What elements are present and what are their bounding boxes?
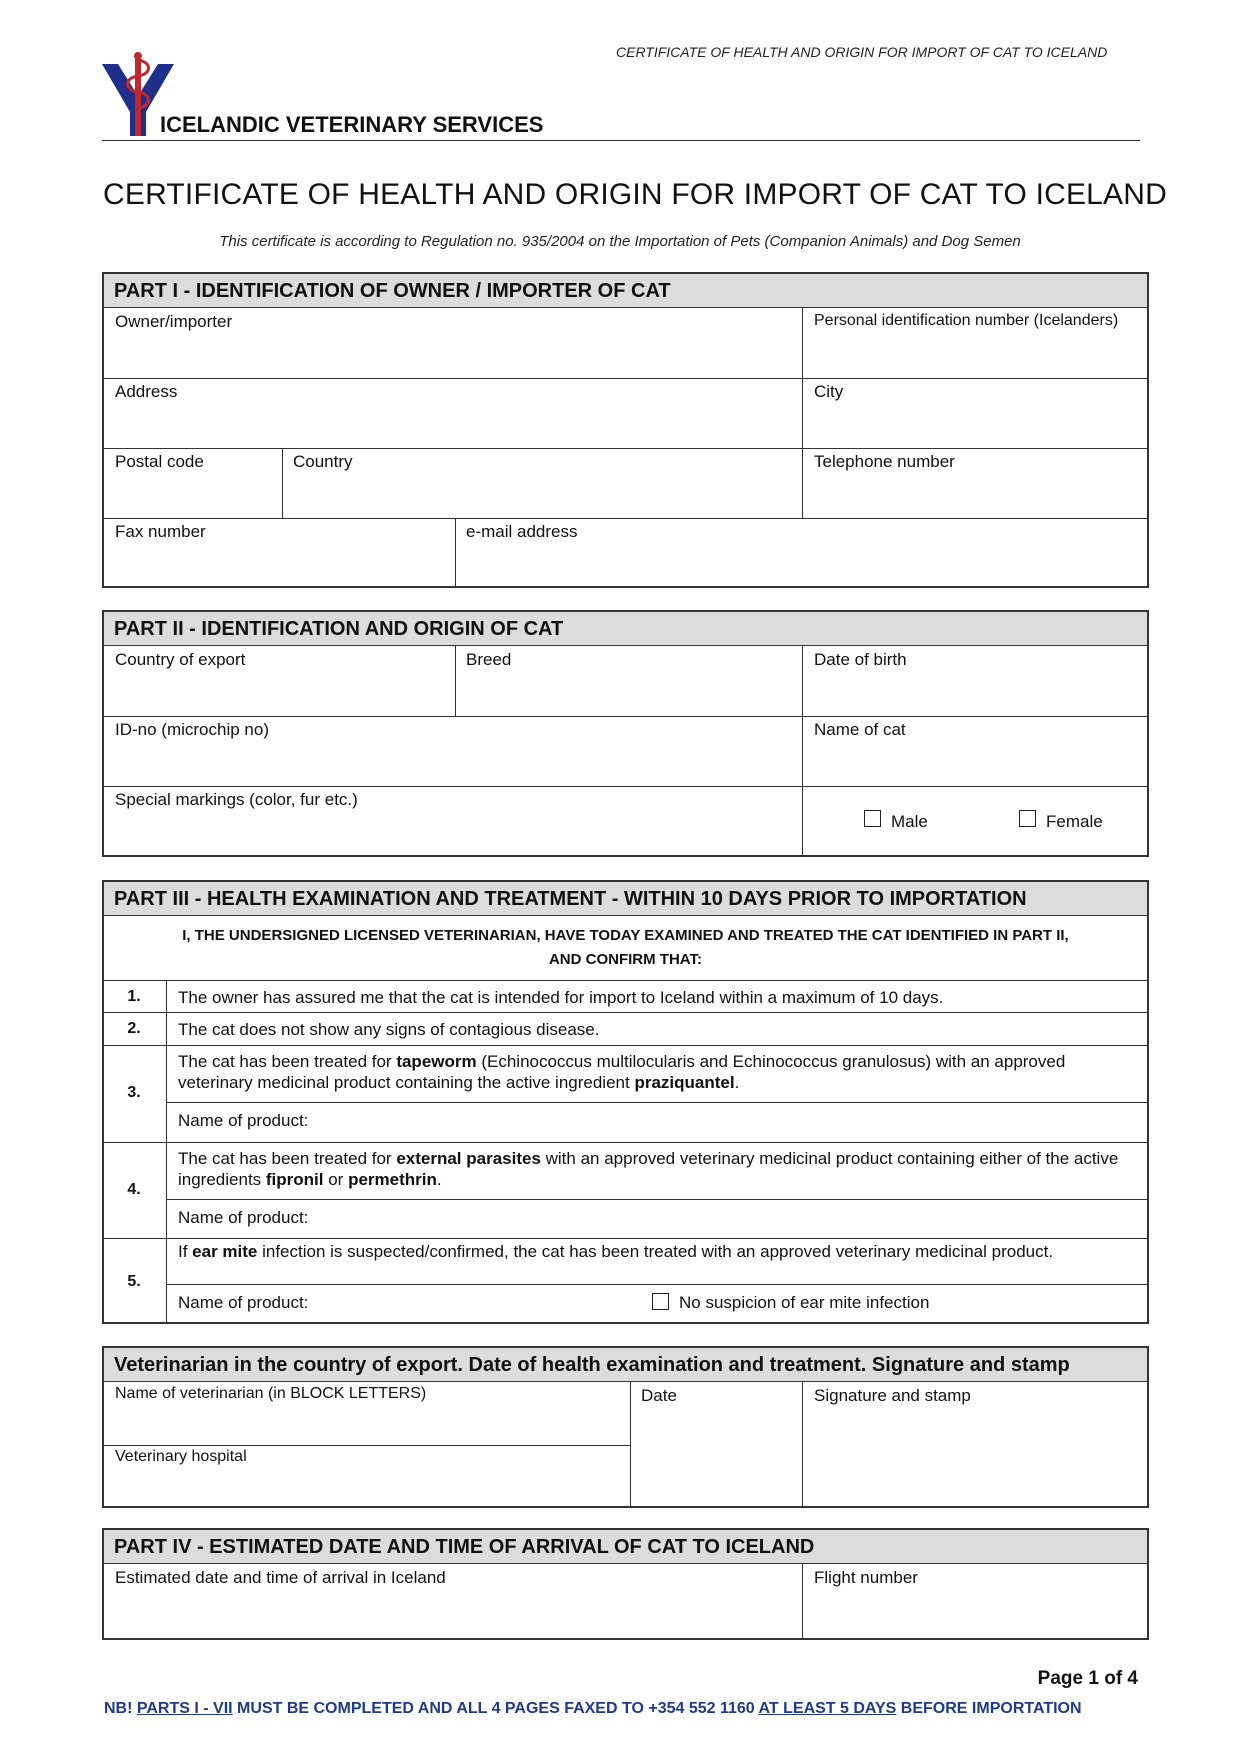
running-title: CERTIFICATE OF HEALTH AND ORIGIN FOR IMPORT OF CAT TO ICELAND bbox=[616, 44, 1108, 60]
export-country-field[interactable]: Country of export bbox=[115, 650, 246, 669]
flight-number-field[interactable]: Flight number bbox=[814, 1568, 918, 1587]
part2-heading: PART II - IDENTIFICATION AND ORIGIN OF CAT bbox=[104, 612, 1147, 646]
part1-heading: PART I - IDENTIFICATION OF OWNER / IMPORTER OF CAT bbox=[104, 274, 1147, 308]
item1-text: The owner has assured me that the cat is intended for import to Iceland within a maximum of 10 days. bbox=[178, 988, 944, 1007]
cat-name-field[interactable]: Name of cat bbox=[814, 720, 906, 739]
female-label: Female bbox=[1046, 812, 1103, 831]
part4-section bbox=[102, 1528, 1149, 1640]
confirmation-statement bbox=[104, 924, 1147, 972]
confirmation-line-1: I, THE UNDERSIGNED LICENSED VETERINARIAN, HAVE TODAY EXAMINED AND TREATED THE CAT IDENTIFIED IN PART II, bbox=[182, 927, 1069, 944]
date-field[interactable]: Date bbox=[641, 1386, 677, 1405]
country-field[interactable]: Country bbox=[293, 452, 353, 471]
arrival-field[interactable]: Estimated date and time of arrival in Iceland bbox=[115, 1568, 446, 1587]
regulation-note: This certificate is according to Regulation no. 935/2004 on the Importation of Pets (Companion Animals) and Dog Semen bbox=[219, 233, 1021, 250]
page-title: CERTIFICATE OF HEALTH AND ORIGIN FOR IMPORT OF CAT TO ICELAND bbox=[103, 178, 1168, 211]
item-number: 5. bbox=[127, 1273, 141, 1290]
item5-text: If ear mite infection is suspected/confirmed, the cat has been treated with an approved veterinary medicinal product. bbox=[178, 1242, 1054, 1261]
microchip-field[interactable]: ID-no (microchip no) bbox=[115, 720, 269, 739]
male-checkbox[interactable] bbox=[864, 810, 881, 827]
item2-text: The cat does not show any signs of contagious disease. bbox=[178, 1020, 600, 1039]
veterinarian-heading: Veterinarian in the country of export. Date of health examination and treatment. Signature and stamp bbox=[104, 1348, 1147, 1382]
breed-field[interactable]: Breed bbox=[466, 650, 512, 669]
item-number: 2. bbox=[127, 1020, 141, 1037]
part2-section bbox=[102, 610, 1149, 857]
organization-name: ICELANDIC VETERINARY SERVICES bbox=[160, 112, 544, 137]
item3-text: The cat has been treated for tapeworm (Echinococcus multilocularis and Echinococcus granulosus) with an approved veterinary medicinal product containing the active ingredient praziquantel. bbox=[178, 1052, 1066, 1092]
page-number: Page 1 of 4 bbox=[1037, 1668, 1138, 1689]
address-field[interactable]: Address bbox=[115, 382, 178, 401]
special-markings-field[interactable]: Special markings (color, fur etc.) bbox=[115, 790, 358, 809]
item-number: 3. bbox=[127, 1084, 141, 1101]
city-field[interactable]: City bbox=[814, 382, 844, 401]
item4-product-field[interactable]: Name of product: bbox=[178, 1208, 309, 1227]
email-field[interactable]: e-mail address bbox=[466, 522, 578, 541]
telephone-field[interactable]: Telephone number bbox=[814, 452, 955, 471]
confirmation-line-2: AND CONFIRM THAT: bbox=[548, 951, 703, 968]
owner-field[interactable]: Owner/importer bbox=[115, 312, 233, 331]
part3-section bbox=[102, 880, 1149, 1324]
item-number: 1. bbox=[127, 988, 141, 1005]
veterinarian-section bbox=[102, 1346, 1149, 1508]
item3-product-field[interactable]: Name of product: bbox=[178, 1111, 309, 1130]
date-of-birth-field[interactable]: Date of birth bbox=[814, 650, 907, 669]
vet-hospital-field[interactable]: Veterinary hospital bbox=[115, 1448, 247, 1465]
fax-field[interactable]: Fax number bbox=[115, 522, 206, 541]
postal-code-field[interactable]: Postal code bbox=[115, 452, 204, 471]
no-ear-mite-checkbox[interactable] bbox=[652, 1293, 669, 1310]
vet-name-field[interactable]: Name of veterinarian (in BLOCK LETTERS) bbox=[115, 1385, 427, 1402]
part3-heading: PART III - HEALTH EXAMINATION AND TREATMENT - WITHIN 10 DAYS PRIOR TO IMPORTATION bbox=[104, 882, 1147, 916]
item5-product-field[interactable]: Name of product: bbox=[178, 1293, 309, 1312]
signature-field[interactable]: Signature and stamp bbox=[814, 1386, 971, 1405]
male-label: Male bbox=[891, 812, 928, 831]
part1-section bbox=[102, 272, 1149, 588]
part4-heading: PART IV - ESTIMATED DATE AND TIME OF ARRIVAL OF CAT TO ICELAND bbox=[104, 1530, 1147, 1564]
header-divider bbox=[102, 140, 1140, 141]
footer-note: NB! PARTS I - VII MUST BE COMPLETED AND ALL 4 PAGES FAXED TO +354 552 1160 AT LEAST 5 DAYS BEFORE IMPORTATION bbox=[104, 1700, 1082, 1717]
female-checkbox[interactable] bbox=[1019, 810, 1036, 827]
personal-id-field[interactable]: Personal identification number (Icelanders) bbox=[814, 312, 1119, 329]
item-number: 4. bbox=[127, 1181, 141, 1198]
no-ear-mite-label: No suspicion of ear mite infection bbox=[679, 1293, 930, 1312]
item4-text: The cat has been treated for external parasites with an approved veterinary medicinal product containing either of the active ingredients fipronil or permethrin. bbox=[178, 1149, 1119, 1189]
